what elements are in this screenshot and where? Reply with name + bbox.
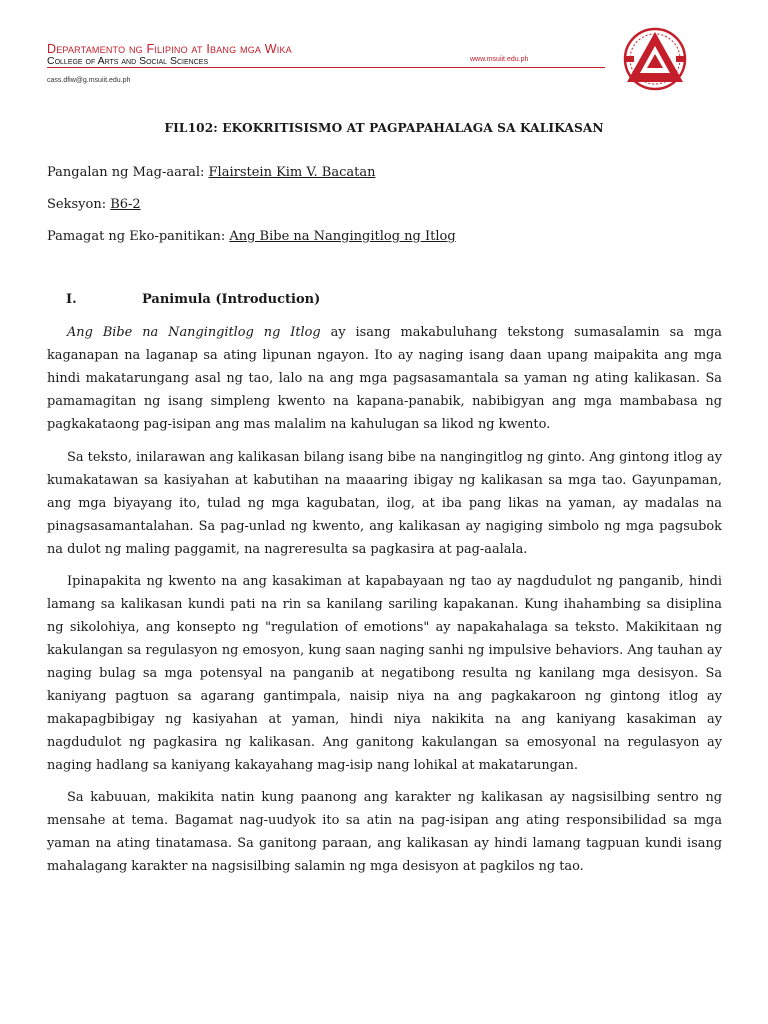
eco-literature-title-label: Pamagat ng Eko-panitikan: bbox=[47, 229, 230, 244]
college-name: College of Arts and Social Sciences bbox=[47, 55, 209, 67]
section-heading bbox=[66, 292, 320, 307]
eco-literature-title-field bbox=[47, 229, 456, 244]
section-title: Panimula (Introduction) bbox=[142, 292, 321, 307]
paragraph-1-text: ay isang makabuluhang tekstong sumasalamin sa mga kaganapan na laganap sa ating lipunan ngayon. Ito ay naging isang daan upang maipakita ang mga hindi makatarungang asal ng tao, lalo na ang mga pagsasamantala sa yaman ng ating kalikasan. Sa pamamagitan ng isang simpleng kwento na kapana-panabik, nabibigyan ang mga mambabasa ng pagkakataong pag-isipan ang mas malalim na kahulugan sa likod ng kwento. bbox=[47, 325, 722, 432]
header-divider bbox=[47, 67, 605, 68]
student-name-field bbox=[47, 165, 375, 180]
section-number: I. bbox=[66, 292, 77, 307]
section-value: B6-2 bbox=[110, 197, 141, 212]
paragraph-4: Sa kabuuan, makikita natin kung paanong ang karakter ng kalikasan ay nagsisilbing sentro ng mensahe at tema. Bagamat nag-uudyok ito sa atin na pag-isipan ang ating responsibilidad sa mga yaman na ating tinatamasa. Sa ganitong paraan, ang kalikasan ay hindi lamang tagpuan kundi isang mahalagang karakter na nagsisilbing salamin ng mga desisyon at pagkilos ng tao. bbox=[47, 790, 722, 874]
student-name-value: Flairstein Kim V. Bacatan bbox=[208, 165, 376, 180]
paragraph-3: Ipinapakita ng kwento na ang kasakiman at kapabayaan ng tao ay nagdudulot ng panganib, hindi lamang sa kalikasan kundi pati na rin sa kanilang sariling kapakanan. Kung ihahambing sa disiplina ng sikolohiya, ang konsepto ng "regulation of emotions" ay napakahalaga sa teksto. Makikitaan ng kakulangan sa regulasyon ng emosyon, kung saan naging sanhi ng impulsive behaviors. Ang tauhan ay naging bulag sa mga potensyal na panganib at negatibong resulta ng kanilang mga desisyon. Sa kaniyang pagtuon sa agarang gantimpala, naisip niya na ang pagkakaroon ng gintong itlog ay makapagbibigay ng kasiyahan at yaman, hindi niya nakikita na ang kaniyang kasakiman ay nagdudulot ng pagkasira ng kalikasan. Ang ganitong kakulangan sa emosyonal na regulasyon ay naging hadlang sa kaniyang kakayahang mag-isip nang lohikal at makatarungan. bbox=[47, 574, 722, 773]
document-title: FIL102: EKOKRITISISMO AT PAGPAPAHALAGA SA KALIKASAN bbox=[164, 121, 604, 135]
story-title-italic: Ang Bibe na Nangingitlog ng Itlog bbox=[67, 325, 321, 340]
department-name: Departamento ng Filipino at Ibang mga Wika bbox=[47, 42, 292, 56]
university-seal-logo bbox=[622, 26, 688, 92]
email-address[interactable]: cass.dfiw@g.msuiit.edu.ph bbox=[47, 77, 131, 84]
paragraph-1 bbox=[47, 321, 722, 436]
section-label: Seksyon: bbox=[47, 197, 111, 212]
eco-literature-title-value: Ang Bibe na Nangingitlog ng Itlog bbox=[229, 229, 456, 244]
student-name-label: Pangalan ng Mag-aaral: bbox=[47, 165, 209, 180]
paragraph-2: Sa teksto, inilarawan ang kalikasan bilang isang bibe na nangingitlog ng ginto. Ang gintong itlog ay kumakatawan sa kasiyahan at kabutihan na maaaring ibigay ng kalikasan sa mga tao. Gayunpaman, ang mga biyayang ito, tulad ng mga kagubatan, ilog, at iba pang likas na yaman, ay madalas na pinagsasamantalahan. Sa pag-unlad ng kwento, ang kalikasan ay nagiging simbolo ng mga pagsubok na dulot ng maling paggamit, na nagreresulta sa pagkasira at pag-aalala. bbox=[47, 450, 722, 557]
website-link[interactable]: www.msuiit.edu.ph bbox=[470, 56, 529, 63]
section-field bbox=[47, 197, 141, 212]
